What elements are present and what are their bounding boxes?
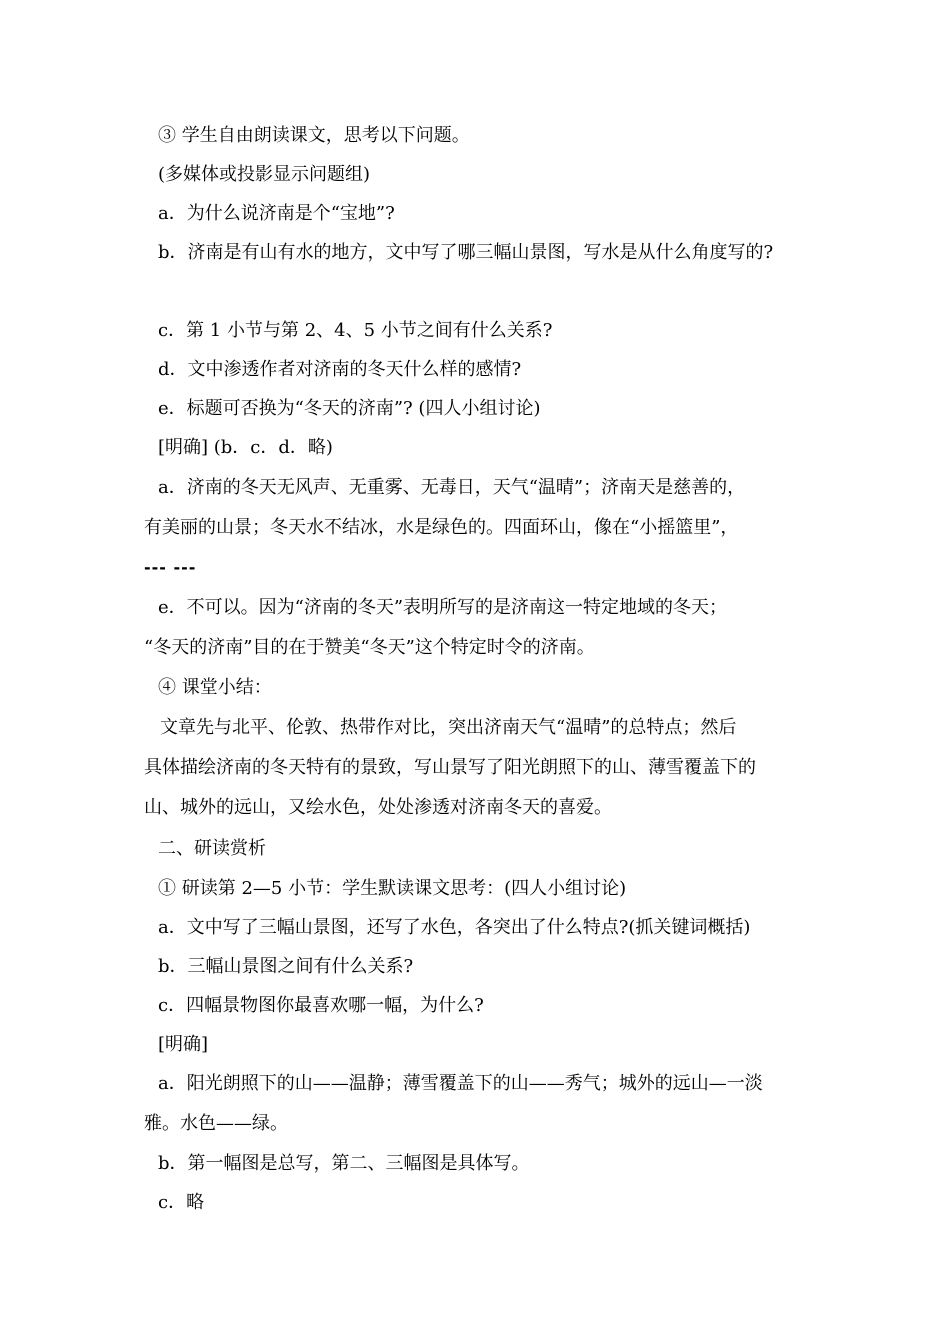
paragraph-line: c．略 [158, 1192, 205, 1213]
paragraph-line: [明确] (b．c．d．略) [158, 437, 333, 458]
paragraph-line: e．标题可否换为“冬天的济南”? (四人小组讨论) [158, 398, 541, 419]
paragraph-line: a．阳光朗照下的山——温静；薄雪覆盖下的山——秀气；城外的远山—一淡 [158, 1073, 763, 1094]
paragraph-line: 文章先与北平、伦敦、热带作对比，突出济南天气“温晴”的总特点；然后 [160, 717, 737, 738]
paragraph-line: “冬天的济南”目的在于赞美“冬天”这个特定时令的济南。 [144, 637, 595, 658]
paragraph-line: 雅。水色——绿。 [144, 1113, 288, 1134]
paragraph-line: 具体描绘济南的冬天特有的景致，写山景写了阳光朗照下的山、薄雪覆盖下的 [144, 757, 756, 778]
paragraph-line: a．济南的冬天无风声、无重雾、无毒日，天气“温晴”；济南天是慈善的， [158, 477, 746, 498]
omission-separator: --- --- [144, 558, 197, 577]
paragraph-line: 有美丽的山景；冬天水不结冰，水是绿色的。四面环山，像在“小摇篮里”， [144, 517, 739, 538]
paragraph-line: e．不可以。因为“济南的冬天”表明所写的是济南这一特定地域的冬天； [158, 597, 728, 618]
paragraph-line: (多媒体或投影显示问题组) [158, 164, 371, 185]
paragraph-line: b．济南是有山有水的地方，文中写了哪三幅山景图，写水是从什么角度写的? [158, 242, 774, 263]
paragraph-line: b．三幅山景图之间有什么关系? [158, 956, 414, 977]
paragraph-line: c．第 1 小节与第 2、4、5 小节之间有什么关系? [158, 320, 553, 341]
paragraph-line: ① 研读第 2—5 小节：学生默读课文思考：(四人小组讨论) [158, 878, 627, 899]
paragraph-line: a．文中写了三幅山景图，还写了水色，各突出了什么特点?(抓关键词概括) [158, 917, 751, 938]
paragraph-line: 山、城外的远山，又绘水色，处处渗透对济南冬天的喜爱。 [144, 797, 612, 818]
paragraph-line: ④ 课堂小结： [158, 677, 272, 698]
paragraph-line: b．第一幅图是总写，第二、三幅图是具体写。 [158, 1153, 530, 1174]
paragraph-line: ③ 学生自由朗读课文，思考以下问题。 [158, 125, 470, 146]
paragraph-line: [明确] [158, 1034, 209, 1055]
section-heading: 二、研读赏析 [158, 838, 266, 859]
paragraph-line: c．四幅景物图你最喜欢哪一幅，为什么? [158, 995, 484, 1016]
paragraph-line: a．为什么说济南是个“宝地”? [158, 203, 395, 224]
paragraph-line: d．文中渗透作者对济南的冬天什么样的感情? [158, 359, 522, 380]
